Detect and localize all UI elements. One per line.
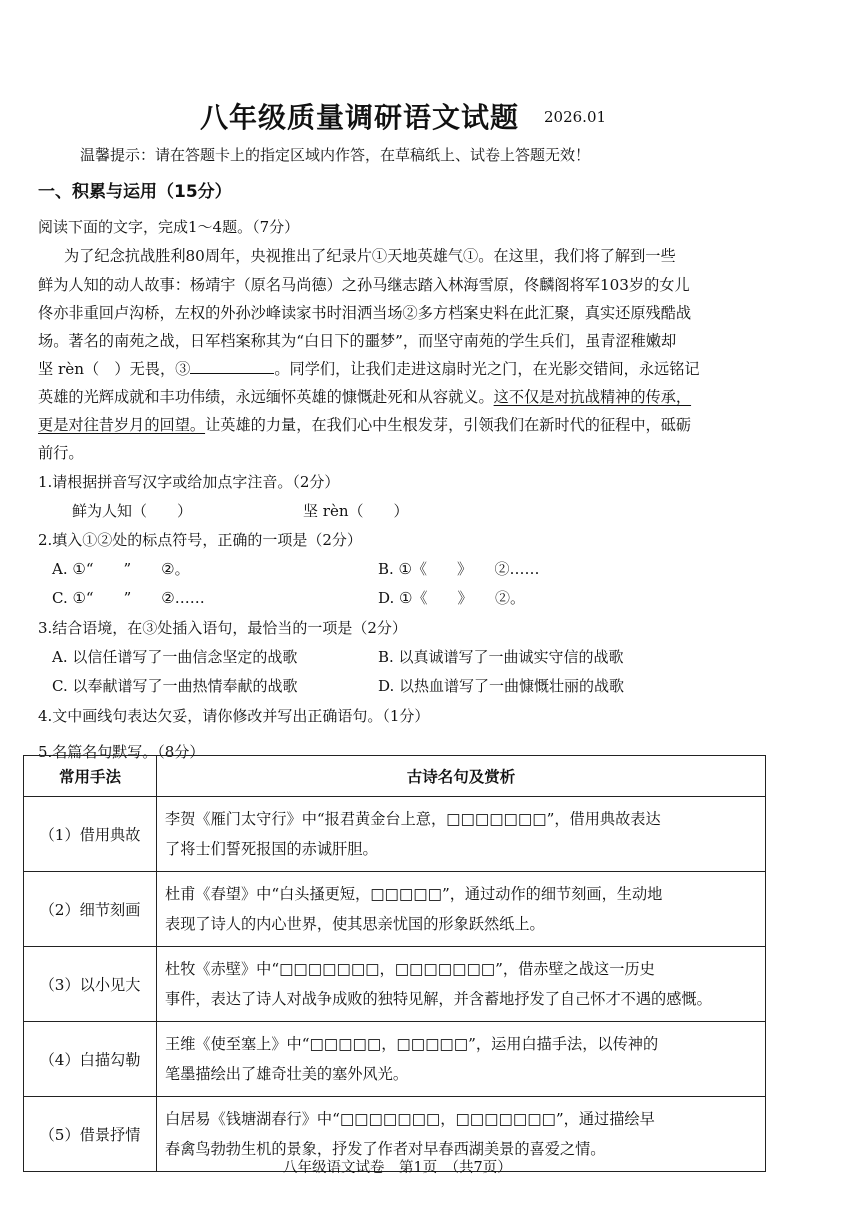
q1-item-a: 鲜为人知（ ） bbox=[72, 502, 193, 520]
passage-line-7 bbox=[38, 414, 691, 435]
method-cell: （4）白描勾勒 bbox=[24, 1022, 157, 1097]
question-2: 2.填入①②处的标点符号，正确的一项是（2分） bbox=[38, 531, 362, 549]
q3-option-a[interactable]: A. 以信任谱写了一曲信念坚定的战歌 bbox=[52, 648, 298, 666]
underlined-sentence-part1: 这不仅是对抗战精神的传承， bbox=[493, 388, 692, 406]
content-line: 了将士们誓死报国的赤诚肝胆。 bbox=[165, 840, 378, 858]
section-heading: 一、积累与运用（15分） bbox=[38, 182, 232, 202]
content-cell[interactable] bbox=[157, 872, 766, 947]
tip-text: 温馨提示：请在答题卡上的指定区域内作答，在草稿纸上、试卷上答题无效！ bbox=[80, 146, 591, 164]
q1-item-b: 坚 rèn（ ） bbox=[303, 502, 409, 520]
q2-option-b[interactable]: B. ①《 》 ②…… bbox=[378, 560, 540, 578]
table-row bbox=[24, 797, 766, 872]
poem-table bbox=[23, 755, 766, 1172]
question-5: 5.名篇名句默写。（8分） bbox=[38, 743, 205, 761]
q2-option-c[interactable]: C. ①“ ” ②…… bbox=[52, 589, 205, 607]
method-cell: （1）借用典故 bbox=[24, 797, 157, 872]
passage-line-6a: 英雄的光辉成就和丰功伟绩，永远缅怀英雄的慷慨赴死和从容就义。 bbox=[38, 388, 494, 406]
content-line: 笔墨描绘出了雄奇壮美的塞外风光。 bbox=[165, 1065, 408, 1083]
passage-line-5a: 坚 rèn（ ）无畏，③ bbox=[38, 360, 191, 378]
passage-line-7b: 让英雄的力量，在我们心中生根发芽，引领我们在新时代的征程中，砥砺 bbox=[205, 416, 692, 434]
passage-line-2: 鲜为人知的动人故事：杨靖宇（原名马尚德）之孙马继志踏入林海雪原，佟麟阁将军103岁的女儿 bbox=[38, 276, 690, 294]
passage-line-3: 佟亦非重回卢沟桥，左权的外孙沙峰读家书时泪洒当场②多方档案史料在此汇聚，真实还原残酷战 bbox=[38, 304, 692, 322]
exam-title: 八年级质量调研语文试题 bbox=[200, 101, 520, 134]
content-line: 春禽鸟勃勃生机的景象，抒发了作者对早春西湖美景的喜爱之情。 bbox=[165, 1140, 606, 1158]
content-line: 白居易《钱塘湖春行》中“□□□□□□□，□□□□□□□”，通过描绘早 bbox=[165, 1110, 655, 1128]
method-cell: （5）借景抒情 bbox=[24, 1097, 157, 1172]
passage-line-5 bbox=[38, 358, 700, 379]
underlined-sentence-part2: 更是对往昔岁月的回望。 bbox=[38, 416, 206, 434]
content-line: 李贺《雁门太守行》中“报君黄金台上意，□□□□□□□”，借用典故表达 bbox=[165, 810, 661, 828]
q3-option-d[interactable]: D. 以热血谱写了一曲慷慨壮丽的战歌 bbox=[378, 677, 625, 695]
fill-blank-3[interactable] bbox=[190, 359, 274, 374]
content-cell[interactable] bbox=[157, 947, 766, 1022]
content-cell[interactable] bbox=[157, 1022, 766, 1097]
q2-option-a[interactable]: A. ①“ ” ②。 bbox=[52, 560, 190, 578]
table-row bbox=[24, 1022, 766, 1097]
q2-option-d[interactable]: D. ①《 》 ②。 bbox=[378, 589, 525, 607]
table-header-content: 古诗名句及赏析 bbox=[157, 756, 766, 797]
table-header-method: 常用手法 bbox=[24, 756, 157, 797]
question-1: 1.请根据拼音写汉字或给加点字注音。（2分） bbox=[38, 473, 340, 491]
method-cell: （3）以小见大 bbox=[24, 947, 157, 1022]
table-header-row bbox=[24, 756, 766, 797]
passage-line-1: 为了纪念抗战胜利80周年，央视推出了纪录片①天地英雄气①。在这里，我们将了解到一些 bbox=[64, 247, 676, 265]
table-row bbox=[24, 947, 766, 1022]
method-cell: （2）细节刻画 bbox=[24, 872, 157, 947]
content-cell[interactable] bbox=[157, 797, 766, 872]
content-line: 表现了诗人的内心世界，使其思亲忧国的形象跃然纸上。 bbox=[165, 915, 545, 933]
passage-line-4: 场。著名的南苑之战，日军档案称其为“白日下的噩梦”，而坚守南苑的学生兵们，虽青涩稚嫩却 bbox=[38, 332, 677, 350]
page-footer: 八年级语文试卷 第1页 （共7页） bbox=[283, 1160, 512, 1176]
content-line: 事件，表达了诗人对战争成败的独特见解，并含蓄地抒发了自己怀才不遇的感慨。 bbox=[165, 990, 712, 1008]
q3-option-b[interactable]: B. 以真诚谱写了一曲诚实守信的战歌 bbox=[378, 648, 624, 666]
question-4: 4.文中画线句表达欠妥，请你修改并写出正确语句。（1分） bbox=[38, 707, 430, 725]
exam-date: 2026.01 bbox=[544, 108, 607, 126]
passage-line-6 bbox=[38, 386, 691, 407]
reading-intro: 阅读下面的文字，完成1～4题。（7分） bbox=[38, 218, 300, 236]
passage-line-5b: 。同学们，让我们走进这扇时光之门，在光影交错间，永远铭记 bbox=[274, 360, 700, 378]
q3-option-c[interactable]: C. 以奉献谱写了一曲热情奉献的战歌 bbox=[52, 677, 298, 695]
table-row bbox=[24, 872, 766, 947]
passage-line-8: 前行。 bbox=[38, 444, 84, 462]
question-3: 3.结合语境，在③处插入语句，最恰当的一项是（2分） bbox=[38, 619, 407, 637]
content-line: 王维《使至塞上》中“□□□□□，□□□□□”，运用白描手法，以传神的 bbox=[165, 1035, 659, 1053]
content-line: 杜牧《赤壁》中“□□□□□□□，□□□□□□□”，借赤壁之战这一历史 bbox=[165, 960, 655, 978]
content-line: 杜甫《春望》中“白头搔更短，□□□□□”，通过动作的细节刻画，生动地 bbox=[165, 885, 663, 903]
